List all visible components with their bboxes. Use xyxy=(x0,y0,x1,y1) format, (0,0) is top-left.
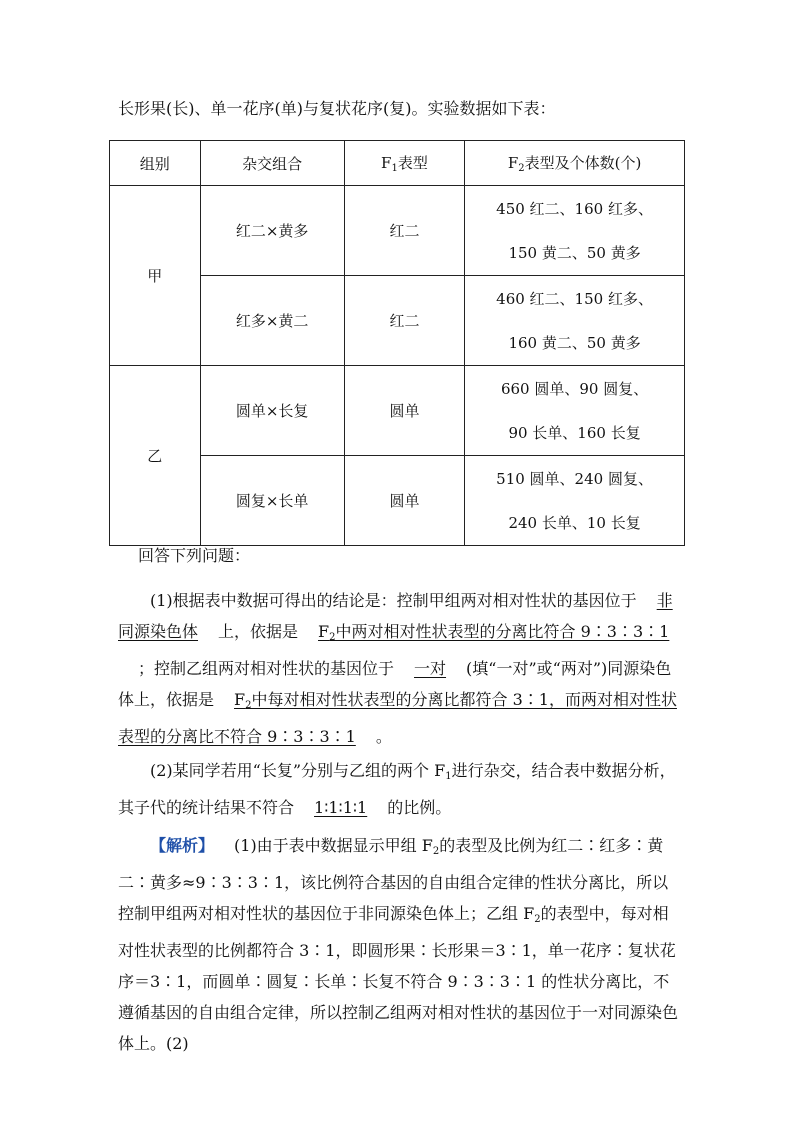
analysis-tag: 【解析】 xyxy=(150,836,215,855)
answer-blank: $F_2$中两对相对性状表型的分离比符合 9∶3∶3∶1 xyxy=(318,622,670,643)
table-row xyxy=(110,186,685,276)
cross-cell: 圆单×长复 xyxy=(200,366,344,456)
header-f1: $F_1$表型 xyxy=(344,141,464,186)
f1-cell: 红二 xyxy=(344,276,464,366)
f1-cell: 圆单 xyxy=(344,366,464,456)
answer-blank: 非同源染色体 xyxy=(118,591,673,641)
f1-cell: 圆单 xyxy=(344,456,464,546)
answer-blank: 一对 xyxy=(414,659,447,678)
table-header-row xyxy=(110,141,685,186)
answer-blank: 1∶1∶1∶1 xyxy=(314,798,368,817)
analysis-section: 【解析】 (1)由于表中数据显示甲组 $F_2$的表型及比例为红二∶红多∶黄二∶黄多≈9∶3∶3∶1，该比例符合基因的自由组合定律的性状分离比，所以控制甲组两对相对性状的基因位于非同源染色体上；乙组 $F_2$的表型中，每对相对性状表型的比例都符合 3∶1，即圆形果∶长形果＝3∶1，单一花序∶复状花序＝3∶1，而圆单∶圆复∶长单∶长复不符合 9∶3∶3∶1 的性状分离比，不遵循基因的自由组合定律，所以控制乙组两对相对性状的基因位于一对同源染色体上。(2) xyxy=(118,836,679,1053)
f1-cell: 红二 xyxy=(344,186,464,276)
f2-cell: 660 圆单、90 圆复、 90 长单、160 长复 xyxy=(465,366,685,456)
experiment-table xyxy=(109,140,685,546)
group-cell: 乙 xyxy=(110,366,201,546)
question-2: (2)某同学若用“长复”分别与乙组的两个 $F_1$进行杂交，结合表中数据分析，其子代的统计结果不符合 1∶1∶1∶1 的比例。 xyxy=(118,761,676,817)
header-cross: 杂交组合 xyxy=(200,141,344,186)
cross-cell: 红多×黄二 xyxy=(200,276,344,366)
answer-blank: $F_2$中每对相对性状表型的分离比都符合 3∶1，而两对相对性状表型的分离比不符合 9∶3∶3∶1 xyxy=(118,690,677,746)
intro-text: 长形果(长)、单一花序(单)与复状花序(复)。实验数据如下表： xyxy=(118,99,556,118)
table-row xyxy=(110,366,685,456)
f2-cell: 450 红二、160 红多、 150 黄二、50 黄多 xyxy=(465,186,685,276)
cross-cell: 圆复×长单 xyxy=(200,456,344,546)
answer-prompt: 回答下列问题： xyxy=(138,546,251,565)
header-f2: $F_2$表型及个体数(个) xyxy=(465,141,685,186)
f2-cell: 460 红二、150 红多、 160 黄二、50 黄多 xyxy=(465,276,685,366)
cross-cell: 红二×黄多 xyxy=(200,186,344,276)
f2-cell: 510 圆单、240 圆复、 240 长单、10 长复 xyxy=(465,456,685,546)
question-1: (1)根据表中数据可得出的结论是：控制甲组两对相对性状的基因位于 非同源染色体 上，依据是 $F_2$中两对相对性状表型的分离比符合 9∶3∶3∶1；控制乙组两对相对性状的基因位于 一对 (填“一对”或“两对”)同源染色体上，依据是 $F_2$中每对相对性状表型的分离比都符合 3∶1，而两对相对性状表型的分离比不符合 9∶3∶3∶1 。 xyxy=(118,591,677,746)
group-cell: 甲 xyxy=(110,186,201,366)
header-group: 组别 xyxy=(110,141,201,186)
